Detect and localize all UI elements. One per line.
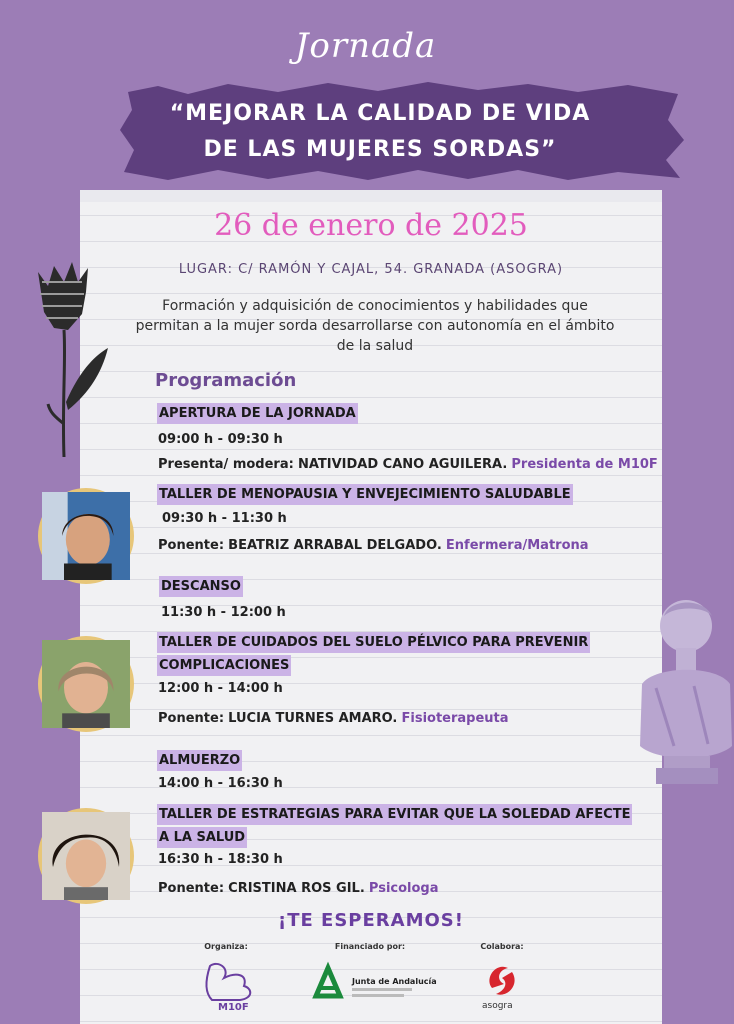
session-title-line-2: A LA SALUD: [157, 827, 247, 848]
session-title-line-1: TALLER DE ESTRATEGIAS PARA EVITAR QUE LA SOLEDAD AFECTE: [157, 804, 632, 825]
colabora-label: Colabora:: [480, 942, 524, 951]
session-title-line-2: COMPLICACIONES: [157, 655, 291, 676]
session-speaker: [158, 457, 658, 472]
session-time: 09:30 h - 11:30 h: [162, 511, 287, 526]
m10f-logo-text: M10F: [218, 1002, 249, 1013]
organiza-label: Organiza:: [204, 942, 248, 951]
session-time: 12:00 h - 14:00 h: [158, 681, 283, 696]
programme-title: Programación: [155, 370, 297, 391]
speaker-role: Psicologa: [368, 881, 439, 896]
session-time: 11:30 h - 12:00 h: [161, 605, 286, 620]
event-place: LUGAR: C/ RAMÓN Y CAJAL, 54. GRANADA (ASOGRA): [178, 262, 564, 277]
avatar-icon: [38, 636, 134, 732]
session-title: APERTURA DE LA JORNADA: [157, 403, 358, 424]
speaker-role: Enfermera/Matrona: [445, 538, 589, 553]
speaker-name: CRISTINA ROS GIL.: [228, 881, 365, 896]
event-description: Formación y adquisición de conocimientos y habilidades que permitan a la mujer sorda desarrollarse con autonomía en el ámbito de la salud: [135, 298, 615, 354]
avatar-icon: [38, 808, 134, 904]
speaker-prefix: Ponente:: [158, 538, 225, 553]
event-date: 26 de enero de 2025: [214, 208, 528, 243]
speaker-name: NATIVIDAD CANO AGUILERA.: [297, 457, 508, 472]
financiado-label: Financiado por:: [334, 942, 406, 951]
asogra-logo: [478, 958, 526, 1012]
session-title: ALMUERZO: [157, 750, 242, 771]
session-title: DESCANSO: [159, 576, 243, 597]
speaker-role: Presidenta de M10F: [511, 457, 658, 472]
speaker-prefix: Presenta/ modera:: [158, 457, 294, 472]
speaker-name: LUCIA TURNES AMARO.: [228, 711, 398, 726]
avatar-icon: [38, 488, 134, 584]
script-title: Jornada: [294, 26, 437, 66]
session-speaker: [158, 538, 589, 553]
speaker-prefix: Ponente:: [158, 711, 225, 726]
speaker-prefix: Ponente:: [158, 881, 225, 896]
speaker-role: Fisioterapeuta: [401, 711, 509, 726]
subtitle-line-1: “MEJORAR LA CALIDAD DE VIDA: [169, 101, 591, 126]
junta-logo: [312, 960, 437, 1010]
bust-icon: [634, 596, 734, 802]
session-speaker: [158, 881, 439, 896]
session-time: 09:00 h - 09:30 h: [158, 432, 283, 447]
m10f-logo: [200, 958, 264, 1014]
call-to-action: ¡TE ESPERAMOS!: [278, 910, 464, 931]
speaker-name: BEATRIZ ARRABAL DELGADO.: [228, 538, 442, 553]
flower-icon: [24, 252, 114, 462]
event-subtitle: [150, 96, 610, 168]
asogra-logo-text: asogra: [482, 1001, 513, 1011]
junta-logo-text: Junta de Andalucía: [352, 977, 437, 986]
session-title-line-1: TALLER DE CUIDADOS DEL SUELO PÉLVICO PARA PREVENIR: [157, 632, 590, 653]
session-speaker: [158, 711, 509, 726]
session-time: 14:00 h - 16:30 h: [158, 776, 283, 791]
session-title: TALLER DE MENOPAUSIA Y ENVEJECIMIENTO SALUDABLE: [157, 484, 573, 505]
subtitle-line-2: DE LAS MUJERES SORDAS”: [203, 137, 557, 162]
session-time: 16:30 h - 18:30 h: [158, 852, 283, 867]
